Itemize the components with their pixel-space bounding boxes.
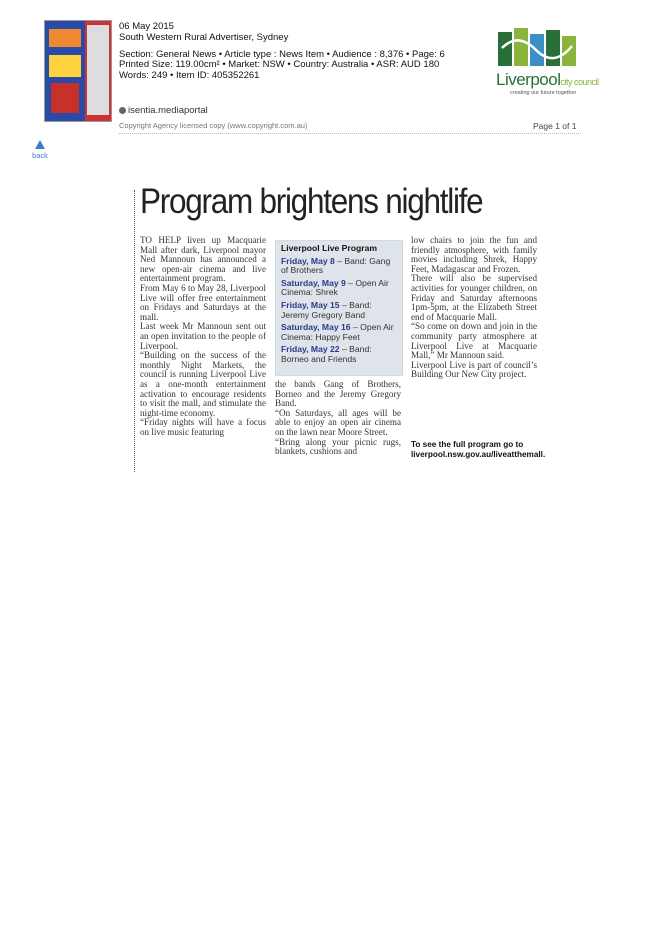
paragraph: “Building on the success of the monthly Night Markets, the council is running Liverpool Live as a one-month entertainment activation to encourage residents to visit the mall, and stimulate the night-time economy. bbox=[140, 350, 266, 418]
liverpool-council-logo bbox=[496, 28, 616, 98]
copyright-note: Copyright Agency licensed copy (www.copyright.com.au) bbox=[119, 121, 308, 130]
paragraph: There will also be supervised activities for younger children, on Friday and Saturday afternoons 1pm-5pm, at the Elizabeth Street end of Macquarie Mall. bbox=[411, 273, 537, 322]
header-divider bbox=[119, 133, 581, 134]
logo-tagline: creating our future together bbox=[510, 90, 577, 96]
meta-line: Printed Size: 119.00cm² • Market: NSW • Country: Australia • ASR: AUD 180 bbox=[119, 59, 440, 71]
back-label: back bbox=[32, 151, 48, 160]
publication-name: South Western Rural Advertiser, Sydney bbox=[119, 31, 289, 43]
paragraph: low chairs to join the fun and friendly atmosphere, with family movies including Shrek, Happy Feet, Madagascar and Frozen. bbox=[411, 235, 537, 274]
article-column-1 bbox=[140, 236, 266, 437]
program-link-note: To see the full program go to liverpool.nsw.gov.au/liveatthemall. bbox=[411, 440, 546, 459]
paragraph: “Bring along your picnic rugs, blankets, cushions and bbox=[275, 436, 401, 457]
meta-line: Words: 249 • Item ID: 405352261 bbox=[119, 70, 260, 82]
paragraph: the bands Gang of Brothers, Borneo and the Jeremy Gregory Band. bbox=[275, 379, 401, 409]
up-arrow-icon bbox=[35, 140, 45, 149]
article-clipping bbox=[134, 182, 546, 474]
publish-date: 06 May 2015 bbox=[119, 21, 174, 32]
paragraph: Last week Mr Mannoun sent out an open invitation to the people of Liverpool. bbox=[140, 321, 266, 351]
article-column-2 bbox=[275, 380, 401, 457]
clipping-metadata bbox=[119, 22, 445, 82]
isentia-icon bbox=[119, 107, 126, 114]
meta-line: Section: General News • Article type : News Item • Audience : 8,376 • Page: 6 bbox=[119, 48, 445, 60]
clip-border bbox=[134, 190, 135, 472]
program-title: Liverpool Live Program bbox=[281, 243, 377, 253]
logo-wordmark: Liverpoolcity council bbox=[496, 70, 599, 89]
program-box bbox=[275, 240, 403, 376]
headline: Program brightens nightlife bbox=[140, 182, 483, 221]
back-button[interactable] bbox=[30, 140, 50, 160]
paragraph: TO HELP liven up Macquarie Mall after dark, Liverpool mayor Ned Mannoun has announced a new open-air cinema and live entertainment program. bbox=[140, 235, 266, 284]
paragraph: Liverpool Live is part of council’s Building Our New City project. bbox=[411, 359, 537, 380]
paragraph: “On Saturdays, all ages will be able to enjoy an open air cinema on the lawn near Moore Street. bbox=[275, 407, 401, 437]
logo-mark-icon bbox=[498, 28, 576, 68]
program-item: Saturday, May 16 – Open Air Cinema: Happy Feet bbox=[281, 322, 394, 342]
newspaper-thumbnail bbox=[44, 20, 112, 122]
program-item: Friday, May 15 – Band: Jeremy Gregory Band bbox=[281, 299, 372, 320]
paragraph: From May 6 to May 28, Liverpool Live will offer free entertainment on Fridays and Saturdays at the mall. bbox=[140, 282, 266, 322]
paragraph: “So come on down and join in the community party atmosphere at Liverpool Live at Macquarie Mall,” Mr Mannoun said. bbox=[411, 321, 537, 361]
isentia-brand: isentia.mediaportal bbox=[119, 105, 208, 116]
page-indicator: Page 1 of 1 bbox=[533, 121, 577, 131]
paragraph: “Friday nights will have a focus on live music featuring bbox=[140, 417, 266, 437]
program-item: Friday, May 22 – Band: Borneo and Friends bbox=[281, 344, 372, 364]
program-item: Friday, May 8 – Band: Gang of Brothers bbox=[281, 255, 391, 276]
article-column-3 bbox=[411, 236, 537, 380]
program-item: Saturday, May 9 – Open Air Cinema: Shrek bbox=[281, 277, 389, 298]
